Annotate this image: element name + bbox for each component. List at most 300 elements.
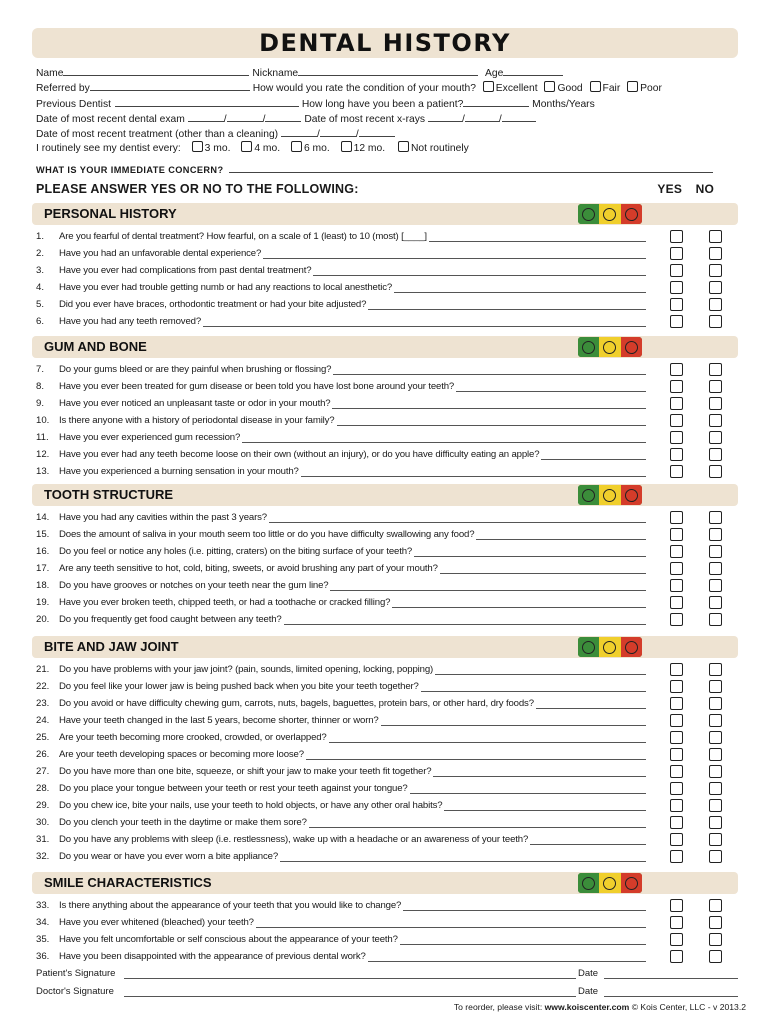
- no-checkbox[interactable]: [709, 380, 722, 393]
- question-text-wrap: [59, 747, 646, 761]
- no-checkbox[interactable]: [709, 397, 722, 410]
- yes-checkbox[interactable]: [670, 579, 683, 592]
- question-row: [36, 612, 746, 629]
- section-header: [32, 872, 738, 894]
- question-number: 14.: [36, 512, 50, 523]
- question-number: 35.: [36, 934, 50, 945]
- traffic-light-icon: [578, 204, 642, 224]
- question-row: [36, 578, 746, 595]
- question-text-wrap: [59, 413, 646, 427]
- immediate-concern-label: WHAT IS YOUR IMMEDIATE CONCERN?: [36, 165, 224, 175]
- question-text: Have you ever broken teeth, chipped teeth, or had a toothache or cracked filling?: [59, 597, 391, 608]
- no-checkbox[interactable]: [709, 933, 722, 946]
- yes-checkbox[interactable]: [670, 562, 683, 575]
- question-text-wrap: [59, 510, 646, 524]
- question-number: 15.: [36, 529, 50, 540]
- question-row: [36, 297, 746, 314]
- question-row: [36, 246, 746, 263]
- question-text: Have you ever had trouble getting numb or had any reactions to local anesthetic?: [59, 282, 393, 293]
- yes-checkbox[interactable]: [670, 613, 683, 626]
- footer-url-link[interactable]: www.koiscenter.com: [544, 1002, 630, 1012]
- no-checkbox[interactable]: [709, 899, 722, 912]
- yes-checkbox[interactable]: [670, 933, 683, 946]
- section-header: [32, 336, 738, 358]
- no-checkbox[interactable]: [709, 950, 722, 963]
- question-row: [36, 263, 746, 280]
- question-row: [36, 679, 746, 696]
- yes-checkbox[interactable]: [670, 916, 683, 929]
- question-text: Have you felt uncomfortable or self conscious about the appearance of your teeth?: [59, 934, 398, 945]
- treatment-month-field[interactable]: [281, 126, 317, 137]
- yes-checkbox[interactable]: [670, 247, 683, 260]
- no-checkbox[interactable]: [709, 748, 722, 761]
- yes-checkbox[interactable]: [670, 511, 683, 524]
- question-number: 5.: [36, 299, 45, 310]
- section-header: [32, 484, 738, 506]
- question-text: Have you had any cavities within the past 3 years?: [59, 512, 267, 523]
- question-text: Are your teeth becoming more crooked, crowded, or overlapped?: [59, 732, 327, 743]
- no-checkbox[interactable]: [709, 281, 722, 294]
- question-text-wrap: [59, 314, 646, 328]
- yes-header: YES: [657, 182, 683, 196]
- question-text-wrap: [59, 246, 646, 260]
- xrays-month-field[interactable]: [428, 111, 462, 122]
- exam-day-field[interactable]: [227, 111, 263, 122]
- page-title: DENTAL HISTORY: [259, 29, 511, 57]
- condition-poor-checkbox[interactable]: [627, 81, 638, 92]
- question-text: Have you ever whitened (bleached) your teeth?: [59, 917, 254, 928]
- yes-checkbox[interactable]: [670, 731, 683, 744]
- yellow-light-icon: [599, 337, 620, 357]
- name-field[interactable]: [63, 65, 249, 76]
- yes-checkbox[interactable]: [670, 431, 683, 444]
- red-light-icon: [621, 337, 642, 357]
- no-checkbox[interactable]: [709, 230, 722, 243]
- name-label: Name: [36, 68, 64, 79]
- red-light-icon: [621, 485, 642, 505]
- question-number: 4.: [36, 282, 45, 293]
- info-row-5: Date of most recent treatment (other than a cleaning) / /: [36, 126, 746, 141]
- patient-date-label: Date: [578, 968, 599, 979]
- question-row: [36, 464, 746, 481]
- question-number: 25.: [36, 732, 50, 743]
- question-text: Do you frequently get food caught between any teeth?: [59, 614, 282, 625]
- question-text: Do you feel or notice any holes (i.e. pitting, craters) on the biting surface of your teeth?: [59, 546, 413, 557]
- question-text: Is there anyone with a history of periodontal disease in your family?: [59, 415, 335, 426]
- no-checkbox[interactable]: [709, 528, 722, 541]
- question-text: Do you chew ice, bite your nails, use your teeth to hold objects, or have any other oral habits?: [59, 800, 443, 811]
- xrays-year-field[interactable]: [502, 111, 536, 122]
- yes-checkbox[interactable]: [670, 363, 683, 376]
- question-text: Do you have grooves or notches on your teeth near the gum line?: [59, 580, 329, 591]
- frequency-4mo-label: 4 mo.: [254, 143, 281, 155]
- traffic-light-icon: [578, 485, 642, 505]
- frequency-12mo-label: 12 mo.: [353, 143, 386, 155]
- question-row: [36, 447, 746, 464]
- no-checkbox[interactable]: [709, 247, 722, 260]
- no-checkbox[interactable]: [709, 816, 722, 829]
- question-row: [36, 413, 746, 430]
- patient-date-field[interactable]: [604, 978, 738, 979]
- yes-checkbox[interactable]: [670, 298, 683, 311]
- green-light-icon: [578, 337, 599, 357]
- question-text-wrap: [59, 781, 646, 795]
- condition-fair-checkbox[interactable]: [590, 81, 601, 92]
- question-row: [36, 527, 746, 544]
- section-title: TOOTH STRUCTURE: [44, 487, 174, 502]
- question-row: [36, 544, 746, 561]
- question-text: Have you ever noticed an unpleasant taste or odor in your mouth?: [59, 398, 331, 409]
- condition-label: How would you rate the condition of your mouth?: [252, 83, 476, 95]
- yes-no-header: [647, 182, 714, 196]
- question-text: Have you ever experienced gum recession?: [59, 432, 241, 443]
- question-row: [36, 713, 746, 730]
- nickname-label: Nickname: [252, 68, 299, 79]
- immediate-concern-field[interactable]: [229, 164, 713, 173]
- yellow-light-icon: [599, 873, 620, 893]
- question-text-wrap: [59, 612, 646, 626]
- treatment-day-field[interactable]: [320, 126, 356, 137]
- question-row: [36, 764, 746, 781]
- question-number: 19.: [36, 597, 50, 608]
- no-checkbox[interactable]: [709, 782, 722, 795]
- yes-checkbox[interactable]: [670, 528, 683, 541]
- yellow-light-icon: [599, 637, 620, 657]
- question-text-wrap: [59, 447, 646, 461]
- question-number: 16.: [36, 546, 50, 557]
- nickname-field[interactable]: [298, 65, 478, 76]
- question-text: Does the amount of saliva in your mouth seem too little or do you have difficulty swallowing any food?: [59, 529, 475, 540]
- title-bar: [32, 28, 738, 58]
- question-text: Have you experienced a burning sensation in your mouth?: [59, 466, 299, 477]
- question-text-wrap: [59, 464, 646, 478]
- question-number: 33.: [36, 900, 50, 911]
- green-light-icon: [578, 873, 599, 893]
- yes-checkbox[interactable]: [670, 230, 683, 243]
- question-text-wrap: [59, 932, 646, 946]
- previous-dentist-field[interactable]: [115, 96, 299, 107]
- yes-checkbox[interactable]: [670, 799, 683, 812]
- no-checkbox[interactable]: [709, 613, 722, 626]
- frequency-3mo-label: 3 mo.: [204, 143, 231, 155]
- question-row: [36, 314, 746, 331]
- info-row-2: [36, 80, 746, 95]
- question-text: Do you have any problems with sleep (i.e. restlessness), wake up with a headache or an awareness of your teeth?: [59, 834, 529, 845]
- question-number: 31.: [36, 834, 50, 845]
- question-number: 11.: [36, 432, 49, 443]
- yes-checkbox[interactable]: [670, 397, 683, 410]
- frequency-12mo-checkbox[interactable]: [341, 141, 352, 152]
- question-text-wrap: [59, 713, 646, 727]
- referred-field[interactable]: [90, 80, 250, 91]
- condition-good-label: Good: [557, 83, 583, 95]
- question-row: [36, 915, 746, 932]
- no-checkbox[interactable]: [709, 799, 722, 812]
- question-text: Do you clench your teeth in the daytime or make them sore?: [59, 817, 307, 828]
- info-row-4: Date of most recent dental exam / / Date of most recent x-rays / /: [36, 111, 746, 126]
- question-number: 17.: [36, 563, 50, 574]
- yellow-light-icon: [599, 204, 620, 224]
- info-row-1: [36, 65, 746, 80]
- question-text-wrap: [59, 578, 646, 592]
- doctor-signature-field[interactable]: [124, 996, 576, 997]
- yes-checkbox[interactable]: [670, 281, 683, 294]
- section-header: [32, 636, 738, 658]
- no-checkbox[interactable]: [709, 431, 722, 444]
- question-number: 8.: [36, 381, 45, 392]
- question-row: [36, 229, 746, 246]
- no-checkbox[interactable]: [709, 545, 722, 558]
- question-number: 29.: [36, 800, 50, 811]
- yes-checkbox[interactable]: [670, 663, 683, 676]
- question-text: Are you fearful of dental treatment? How fearful, on a scale of 1 (least) to 10 (most) [____]: [59, 231, 427, 242]
- recent-treatment-label: Date of most recent treatment (other than a cleaning): [36, 129, 279, 141]
- patient-duration-label: How long have you been a patient?: [301, 98, 464, 110]
- doctor-signature-label: Doctor's Signature: [36, 986, 114, 997]
- yes-checkbox[interactable]: [670, 782, 683, 795]
- question-number: 1.: [36, 231, 45, 242]
- condition-poor-label: Poor: [640, 83, 662, 95]
- question-text: Have you been disappointed with the appearance of previous dental work?: [59, 951, 366, 962]
- yes-checkbox[interactable]: [670, 765, 683, 778]
- no-checkbox[interactable]: [709, 363, 722, 376]
- yes-checkbox[interactable]: [670, 545, 683, 558]
- yes-checkbox[interactable]: [670, 264, 683, 277]
- question-text: Do you wear or have you ever worn a bite appliance?: [59, 851, 279, 862]
- question-text: Do you place your tongue between your teeth or rest your teeth against your tongue?: [59, 783, 408, 794]
- question-number: 24.: [36, 715, 50, 726]
- no-checkbox[interactable]: [709, 680, 722, 693]
- yes-checkbox[interactable]: [670, 380, 683, 393]
- red-light-icon: [621, 204, 642, 224]
- question-text-wrap: [59, 764, 646, 778]
- no-checkbox[interactable]: [709, 663, 722, 676]
- no-checkbox[interactable]: [709, 697, 722, 710]
- question-number: 18.: [36, 580, 50, 591]
- age-label: Age: [485, 68, 504, 79]
- patient-signature-field[interactable]: [124, 978, 576, 979]
- no-checkbox[interactable]: [709, 315, 722, 328]
- question-row: [36, 662, 746, 679]
- recent-exam-label: Date of most recent dental exam: [36, 113, 185, 125]
- question-text-wrap: [59, 949, 646, 963]
- question-row: [36, 730, 746, 747]
- footer-prefix: To reorder, please visit:: [453, 1002, 543, 1012]
- recent-xrays-label: Date of most recent x-rays: [304, 113, 426, 125]
- question-text-wrap: [59, 362, 646, 376]
- patient-duration-field[interactable]: [463, 96, 529, 107]
- question-text-wrap: [59, 561, 646, 575]
- question-text: Have you ever had any teeth become loose on their own (without an injury), or do you have difficulty eating an apple?: [59, 449, 540, 460]
- question-text: Do you have more than one bite, squeeze, or shift your jaw to make your teeth fit together?: [59, 766, 432, 777]
- question-number: 28.: [36, 783, 50, 794]
- yes-checkbox[interactable]: [670, 816, 683, 829]
- yes-checkbox[interactable]: [670, 748, 683, 761]
- no-checkbox[interactable]: [709, 833, 722, 846]
- question-number: 2.: [36, 248, 45, 259]
- patient-signature-label: Patient's Signature: [36, 968, 116, 979]
- no-header: NO: [695, 182, 714, 196]
- doctor-signature-row: [36, 986, 738, 1000]
- yes-checkbox[interactable]: [670, 950, 683, 963]
- no-checkbox[interactable]: [709, 765, 722, 778]
- question-text-wrap: [59, 263, 646, 277]
- section-title: SMILE CHARACTERISTICS: [44, 875, 212, 890]
- patient-info-section: [36, 65, 746, 157]
- question-text-wrap: [59, 915, 646, 929]
- no-checkbox[interactable]: [709, 511, 722, 524]
- question-text: Are your teeth developing spaces or becoming more loose?: [59, 749, 304, 760]
- question-row: [36, 747, 746, 764]
- question-row: [36, 379, 746, 396]
- doctor-date-label: Date: [578, 986, 599, 997]
- frequency-6mo-checkbox[interactable]: [291, 141, 302, 152]
- no-checkbox[interactable]: [709, 298, 722, 311]
- question-text-wrap: [59, 898, 646, 912]
- no-checkbox[interactable]: [709, 264, 722, 277]
- question-row: [36, 362, 746, 379]
- question-text-wrap: [59, 544, 646, 558]
- question-number: 30.: [36, 817, 50, 828]
- question-row: [36, 430, 746, 447]
- question-row: [36, 280, 746, 297]
- question-row: [36, 898, 746, 915]
- no-checkbox[interactable]: [709, 731, 722, 744]
- question-text-wrap: [59, 396, 646, 410]
- yes-checkbox[interactable]: [670, 448, 683, 461]
- yes-checkbox[interactable]: [670, 714, 683, 727]
- exam-month-field[interactable]: [188, 111, 224, 122]
- question-row: [36, 781, 746, 798]
- green-light-icon: [578, 204, 599, 224]
- no-checkbox[interactable]: [709, 562, 722, 575]
- yes-checkbox[interactable]: [670, 414, 683, 427]
- no-checkbox[interactable]: [709, 465, 722, 478]
- patient-signature-row: [36, 968, 738, 982]
- answer-heading-row: [36, 182, 738, 196]
- no-checkbox[interactable]: [709, 714, 722, 727]
- frequency-6mo-label: 6 mo.: [303, 143, 330, 155]
- no-checkbox[interactable]: [709, 850, 722, 863]
- section-title: PERSONAL HISTORY: [44, 206, 177, 221]
- question-text-wrap: [59, 280, 646, 294]
- question-text: Have you ever had complications from past dental treatment?: [59, 265, 312, 276]
- question-text: Have you had an unfavorable dental experience?: [59, 248, 262, 259]
- question-number: 27.: [36, 766, 50, 777]
- info-row-3: [36, 96, 746, 111]
- condition-excellent-label: Excellent: [495, 83, 538, 95]
- yes-checkbox[interactable]: [670, 899, 683, 912]
- section-header: [32, 203, 738, 225]
- question-text-wrap: [59, 730, 646, 744]
- info-row-6: [36, 141, 746, 156]
- green-light-icon: [578, 637, 599, 657]
- question-text: Have you ever been treated for gum disease or been told you have lost bone around your teeth?: [59, 381, 455, 392]
- traffic-light-icon: [578, 873, 642, 893]
- question-text: Have your teeth changed in the last 5 years, become shorter, thinner or worn?: [59, 715, 379, 726]
- frequency-not-routinely-label: Not routinely: [410, 143, 469, 155]
- frequency-not-routinely-checkbox[interactable]: [398, 141, 409, 152]
- question-text-wrap: [59, 229, 646, 243]
- question-text: Have you had any teeth removed?: [59, 316, 202, 327]
- doctor-date-field[interactable]: [604, 996, 738, 997]
- question-text-wrap: [59, 815, 646, 829]
- yes-checkbox[interactable]: [670, 465, 683, 478]
- no-checkbox[interactable]: [709, 916, 722, 929]
- question-number: 32.: [36, 851, 50, 862]
- question-number: 36.: [36, 951, 50, 962]
- question-number: 12.: [36, 449, 50, 460]
- question-row: [36, 832, 746, 849]
- yes-checkbox[interactable]: [670, 697, 683, 710]
- question-number: 20.: [36, 614, 50, 625]
- question-text-wrap: [59, 527, 646, 541]
- xrays-day-field[interactable]: [465, 111, 499, 122]
- frequency-4mo-checkbox[interactable]: [241, 141, 252, 152]
- question-text: Is there anything about the appearance of your teeth that you would like to change?: [59, 900, 402, 911]
- footer: [454, 1002, 746, 1012]
- months-years-label: Months/Years: [532, 98, 595, 110]
- question-row: [36, 396, 746, 413]
- question-text-wrap: [59, 696, 646, 710]
- yes-checkbox[interactable]: [670, 850, 683, 863]
- question-text: Are any teeth sensitive to hot, cold, biting, sweets, or avoid brushing any part of your mouth?: [59, 563, 438, 574]
- age-field[interactable]: [503, 65, 563, 76]
- question-number: 10.: [36, 415, 50, 426]
- question-text: Do you have problems with your jaw joint? (pain, sounds, limited opening, locking, popping): [59, 664, 434, 675]
- referred-label: Referred by: [36, 83, 90, 95]
- yes-checkbox[interactable]: [670, 315, 683, 328]
- condition-excellent-checkbox[interactable]: [483, 81, 494, 92]
- question-text: Did you ever have braces, orthodontic treatment or had your bite adjusted?: [59, 299, 367, 310]
- traffic-light-icon: [578, 337, 642, 357]
- answer-heading: PLEASE ANSWER YES OR NO TO THE FOLLOWING:: [36, 182, 359, 196]
- frequency-3mo-checkbox[interactable]: [192, 141, 203, 152]
- question-text-wrap: [59, 379, 646, 393]
- yellow-light-icon: [599, 485, 620, 505]
- no-checkbox[interactable]: [709, 579, 722, 592]
- exam-year-field[interactable]: [265, 111, 301, 122]
- question-row: [36, 595, 746, 612]
- footer-copyright: © Kois Center, LLC - v 2013.2: [631, 1002, 746, 1012]
- question-row: [36, 561, 746, 578]
- condition-fair-label: Fair: [602, 83, 621, 95]
- question-number: 34.: [36, 917, 50, 928]
- question-number: 9.: [36, 398, 45, 409]
- yes-checkbox[interactable]: [670, 596, 683, 609]
- question-number: 23.: [36, 698, 50, 709]
- traffic-light-icon: [578, 637, 642, 657]
- question-text-wrap: [59, 679, 646, 693]
- question-text-wrap: [59, 595, 646, 609]
- question-text-wrap: [59, 662, 646, 676]
- yes-checkbox[interactable]: [670, 680, 683, 693]
- question-number: 22.: [36, 681, 50, 692]
- green-light-icon: [578, 485, 599, 505]
- condition-good-checkbox[interactable]: [544, 81, 555, 92]
- treatment-year-field[interactable]: [359, 126, 395, 137]
- section-title: GUM AND BONE: [44, 339, 147, 354]
- no-checkbox[interactable]: [709, 448, 722, 461]
- question-row: [36, 949, 746, 966]
- no-checkbox[interactable]: [709, 414, 722, 427]
- yes-checkbox[interactable]: [670, 833, 683, 846]
- question-number: 26.: [36, 749, 50, 760]
- question-text-wrap: [59, 430, 646, 444]
- no-checkbox[interactable]: [709, 596, 722, 609]
- question-text-wrap: [59, 798, 646, 812]
- question-number: 6.: [36, 316, 45, 327]
